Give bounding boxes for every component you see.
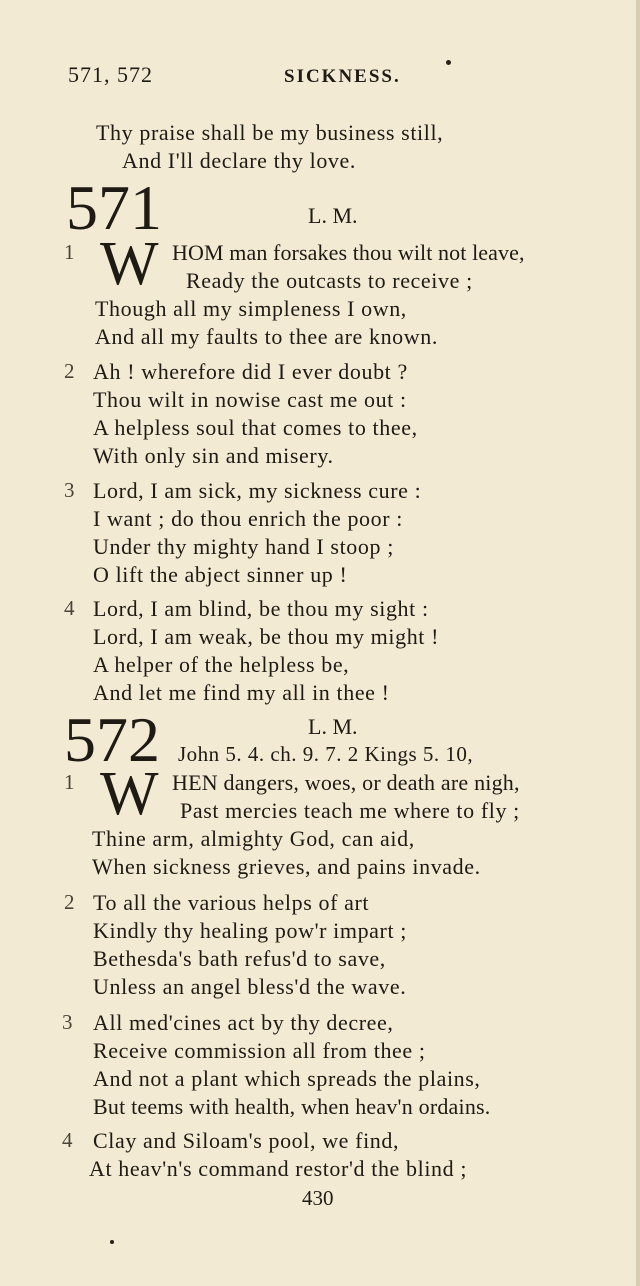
verse-line: And all my faults to thee are known. [95, 324, 438, 349]
scripture-reference: John 5. 4. ch. 9. 7. 2 Kings 5. 10, [178, 742, 474, 766]
page-edge [636, 0, 640, 1286]
verse-line: Though all my simpleness I own, [95, 296, 407, 321]
ink-speck [110, 1240, 114, 1244]
verse-line: Thou wilt in nowise cast me out : [93, 387, 407, 412]
verse-line: Ready the outcasts to receive ; [186, 268, 473, 293]
verse-line: Ah ! wherefore did I ever doubt ? [93, 359, 408, 384]
stanza-number: 2 [64, 890, 75, 914]
stanza-number: 1 [64, 770, 75, 794]
ink-speck [446, 60, 451, 65]
verse-line: Lord, I am blind, be thou my sight : [93, 596, 429, 621]
verse-line: Unless an angel bless'd the wave. [93, 974, 407, 999]
intro-line-1: Thy praise shall be my business still, [96, 120, 444, 145]
verse-line: All med'cines act by thy decree, [93, 1010, 394, 1035]
verse-line: But teems with health, when heav'n ordains. [93, 1094, 491, 1119]
stanza-number: 3 [62, 1010, 73, 1034]
verse-line: With only sin and misery. [93, 443, 334, 468]
hymn-571-meter: L. M. [308, 203, 358, 228]
verse-line: Kindly thy healing pow'r impart ; [93, 918, 407, 943]
drop-cap: W [100, 760, 159, 828]
page-number: 430 [302, 1186, 334, 1210]
intro-line-2: And I'll declare thy love. [122, 148, 356, 173]
stanza-number: 2 [64, 359, 75, 383]
hymn-number-571: 571 [66, 172, 162, 243]
hymn-572-meter: L. M. [308, 714, 358, 739]
verse-line: A helpless soul that comes to thee, [93, 415, 418, 440]
verse-line: Past mercies teach me where to fly ; [180, 798, 520, 823]
verse-line: Thine arm, almighty God, can aid, [92, 826, 415, 851]
verse-line: HEN dangers, woes, or death are nigh, [172, 770, 520, 795]
verse-line: Under thy mighty hand I stoop ; [93, 534, 394, 559]
verse-line: A helper of the helpless be, [93, 652, 350, 677]
verse-line: Lord, I am sick, my sickness cure : [93, 478, 422, 503]
verse-line: To all the various helps of art [93, 890, 370, 915]
drop-cap: W [100, 230, 159, 298]
header-hymn-numbers: 571, 572 [68, 62, 153, 87]
verse-line: Receive commission all from thee ; [93, 1038, 426, 1063]
verse-line: Lord, I am weak, be thou my might ! [93, 624, 440, 649]
stanza-number: 4 [64, 596, 75, 620]
stanza-number: 1 [64, 240, 75, 264]
verse-line: And not a plant which spreads the plains, [93, 1066, 481, 1091]
stanza-number: 3 [64, 478, 75, 502]
verse-line: Bethesda's bath refus'd to save, [93, 946, 386, 971]
verse-line: When sickness grieves, and pains invade. [92, 854, 481, 879]
verse-line: HOM man forsakes thou wilt not leave, [172, 240, 525, 265]
hymn-number-572: 572 [64, 704, 160, 775]
verse-line: At heav'n's command restor'd the blind ; [89, 1156, 468, 1181]
stanza-number: 4 [62, 1128, 73, 1152]
verse-line: And let me find my all in thee ! [93, 680, 390, 705]
verse-line: Clay and Siloam's pool, we find, [93, 1128, 400, 1153]
verse-line: O lift the abject sinner up ! [93, 562, 348, 587]
verse-line: I want ; do thou enrich the poor : [93, 506, 403, 531]
header-title: SICKNESS. [284, 66, 401, 87]
